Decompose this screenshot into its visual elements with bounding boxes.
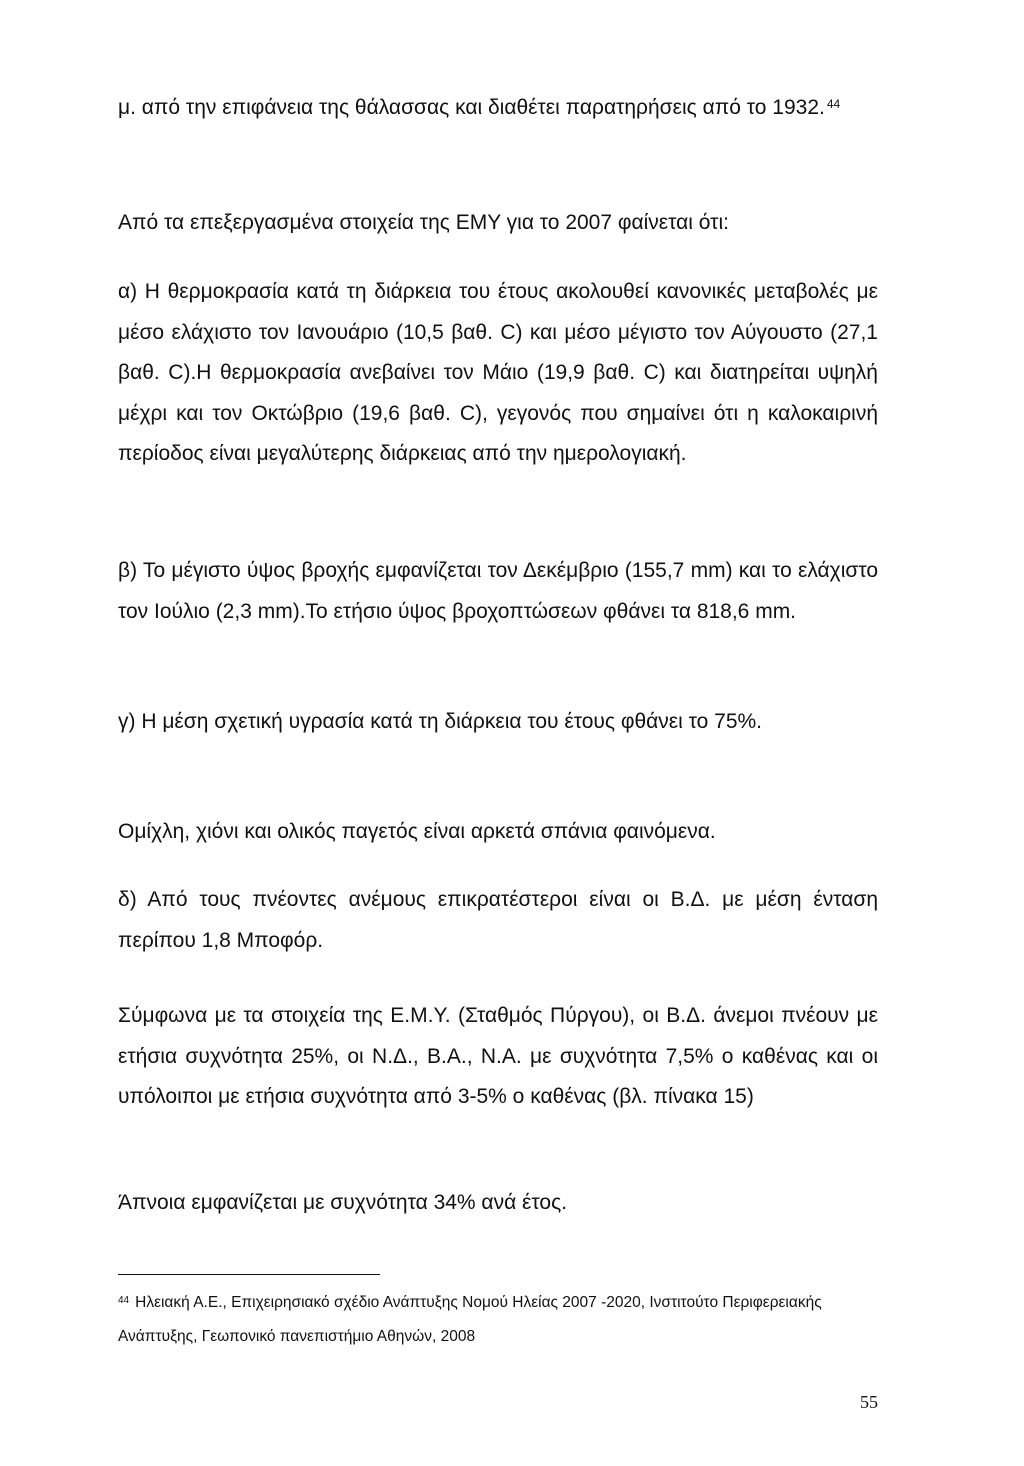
page-number: 55 bbox=[860, 1392, 878, 1412]
paragraph-calm: Άπνοια εμφανίζεται με συχνότητα 34% ανά έτος. bbox=[118, 1191, 568, 1214]
paragraph-wind-frequency: Σύμφωνα με τα στοιχεία της Ε.Μ.Υ. (Σταθμός Πύργου), οι Β.Δ. άνεμοι πνέουν με ετήσια συχνότητα 25%, οι Ν.Δ., Β.Α., Ν.Α. με συχνότητα 7,5% ο καθένας και οι υπόλοιποι με ετήσια συχνότητα από 3-5% ο καθένας (βλ. πίνακα 15) bbox=[118, 1004, 878, 1108]
footnote-text: Ηλειακή Α.Ε., Επιχειρησιακό σχέδιο Ανάπτυξης Νομού Ηλείας 2007 -2020, Ινστιτούτο Περιφερειακής Ανάπτυξης, Γεωπονικό πανεπιστήμιο Αθηνών, 2008 bbox=[118, 1294, 822, 1345]
intro-text: μ. από την επιφάνεια της θάλασσας και διαθέτει παρατηρήσεις από το 1932. bbox=[118, 96, 825, 119]
paragraph-temperature: α) Η θερμοκρασία κατά τη διάρκεια του έτους ακολουθεί κανονικές μεταβολές με μέσο ελάχιστο τον Ιανουάριο (10,5 βαθ. C) και μέσο μέγιστο τον Αύγουστο (27,1 βαθ. C).Η θερμοκρασία ανεβαίνει τον Μάιο (19,9 βαθ. C) και διατηρείται υψηλή μέχρι και τον Οκτώβριο (19,6 βαθ. C), γεγονός που σημαίνει ότι η καλοκαιρινή περίοδος είναι μεγαλύτερης διάρκειας από την ημερολογιακή. bbox=[118, 280, 878, 465]
paragraph-rainfall: β) Το μέγιστο ύψος βροχής εμφανίζεται τον Δεκέμβριο (155,7 mm) και το ελάχιστο τον Ιούλιο (2,3 mm).Το ετήσιο ύψος βροχοπτώσεων φθάνει τα 818,6 mm. bbox=[118, 559, 878, 623]
footnote-number: 44 bbox=[118, 1295, 130, 1306]
footnote-ref: 44 bbox=[826, 97, 841, 111]
footnote bbox=[118, 1286, 878, 1354]
paragraph-winds: δ) Από τους πνέοντες ανέμους επικρατέστεροι είναι οι Β.Δ. με μέση ένταση περίπου 1,8 Μποφόρ. bbox=[118, 888, 878, 952]
paragraph-humidity: γ) Η μέση σχετική υγρασία κατά τη διάρκεια του έτους φθάνει το 75%. bbox=[118, 710, 763, 733]
paragraph-emy-data: Από τα επεξεργασμένα στοιχεία της ΕΜΥ για το 2007 φαίνεται ότι: bbox=[118, 211, 729, 234]
paragraph-fog-snow: Ομίχλη, χιόνι και ολικός παγετός είναι αρκετά σπάνια φαινόμενα. bbox=[118, 820, 716, 843]
footnote-separator bbox=[118, 1274, 380, 1275]
paragraph-intro bbox=[118, 88, 878, 129]
